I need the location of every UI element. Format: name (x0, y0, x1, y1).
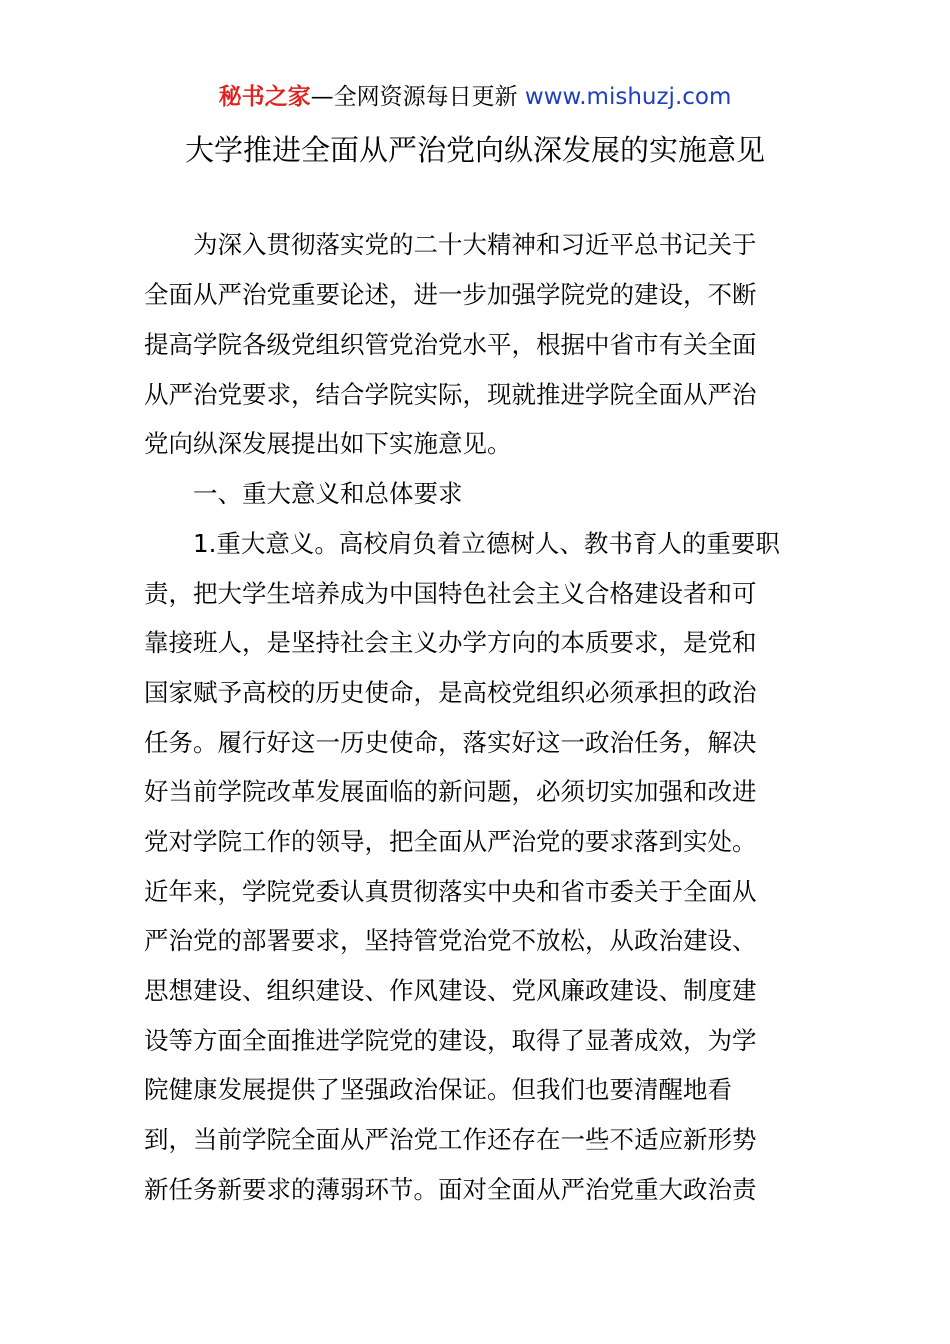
body-line: 任务。履行好这一历史使命，落实好这一政治任务，解决 (144, 728, 757, 757)
site-url-link[interactable]: www.mishuzj.com (517, 84, 732, 110)
body-line: 好当前学院改革发展面临的新问题，必须切实加强和改进 (144, 777, 757, 806)
body-line: 党对学院工作的领导，把全面从严治党的要求落到实处。 (144, 827, 757, 856)
body-line: 1.重大意义。高校肩负着立德树人、教书育人的重要职 (144, 529, 780, 558)
body-line: 院健康发展提供了坚强政治保证。但我们也要清醒地看 (144, 1075, 732, 1104)
body-line: 靠接班人，是坚持社会主义办学方向的本质要求，是党和 (144, 628, 757, 657)
body-line: 责，把大学生培养成为中国特色社会主义合格建设者和可 (144, 579, 757, 608)
body-line: 全面从严治党重要论述，进一步加强学院党的建设，不断 (144, 280, 757, 309)
site-brand: 秘书之家 (218, 84, 311, 110)
body-line: 为深入贯彻落实党的二十大精神和习近平总书记关于 (144, 230, 757, 259)
body-line: 设等方面全面推进学院党的建设，取得了显著成效，为学 (144, 1026, 757, 1055)
document-title: 大学推进全面从严治党向纵深发展的实施意见 (184, 133, 765, 167)
body-line: 提高学院各级党组织管党治党水平，根据中省市有关全面 (144, 330, 757, 359)
body-line: 从严治党要求，结合学院实际，现就推进学院全面从严治 (144, 380, 757, 409)
body-line: 到，当前学院全面从严治党工作还存在一些不适应新形势 (144, 1125, 757, 1154)
body-line: 党向纵深发展提出如下实施意见。 (144, 429, 512, 458)
site-tagline: —全网资源每日更新 (310, 84, 518, 110)
section-heading: 一、重大意义和总体要求 (144, 479, 463, 508)
body-line: 近年来，学院党委认真贯彻落实中央和省市委关于全面从 (144, 877, 757, 906)
body-line: 新任务新要求的薄弱环节。面对全面从严治党重大政治责 (144, 1175, 757, 1204)
body-line: 思想建设、组织建设、作风建设、党风廉政建设、制度建 (144, 976, 757, 1005)
body-line: 严治党的部署要求，坚持管党治党不放松，从政治建设、 (144, 926, 757, 955)
body-line: 国家赋予高校的历史使命，是高校党组织必须承担的政治 (144, 678, 757, 707)
site-header (0, 80, 950, 114)
